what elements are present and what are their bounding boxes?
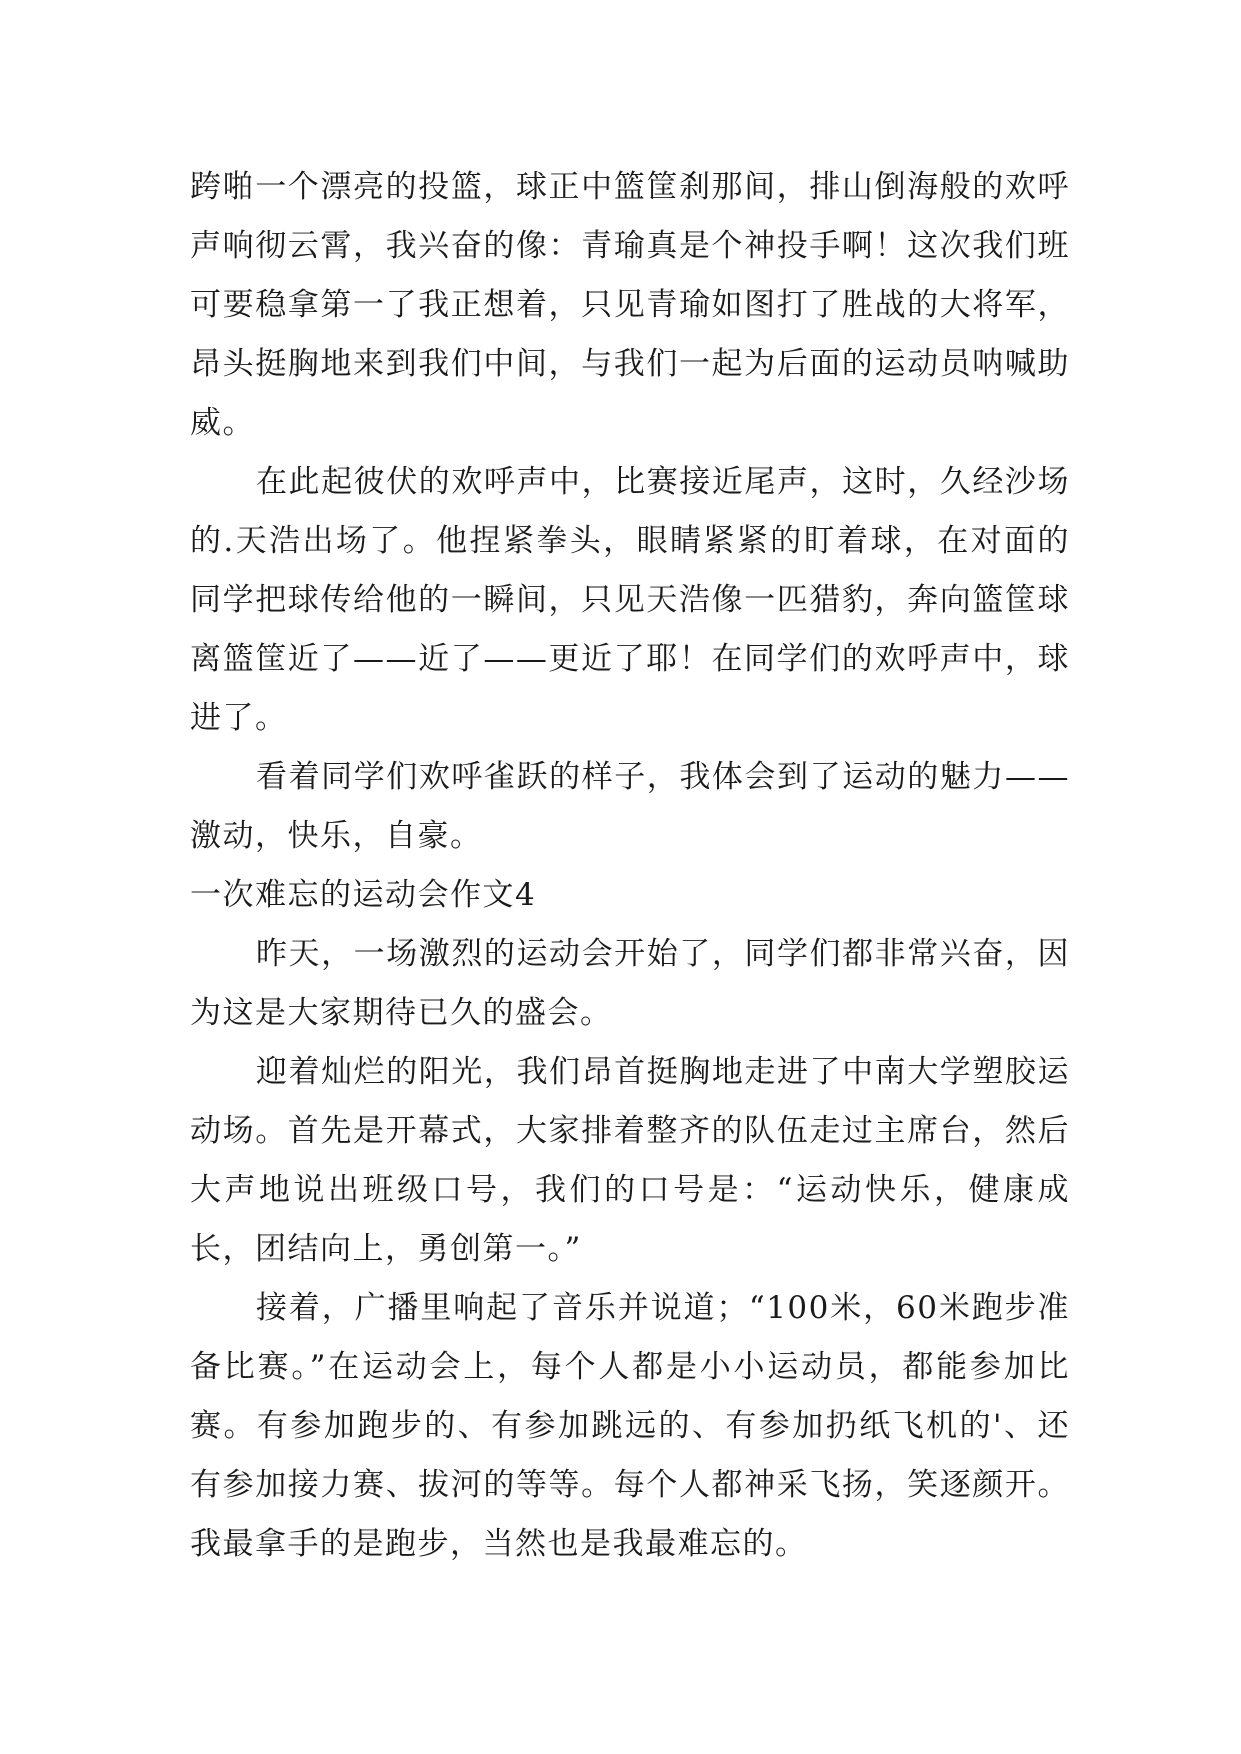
document-body: [190, 158, 1070, 1574]
paragraph: 接着，广播里响起了音乐并说道；“100米，60米跑步准备比赛。”在运动会上，每个人都是小小运动员，都能参加比赛。有参加跑步的、有参加跳远的、有参加扔纸飞机的'、还有参加接力赛、拔河的等等。每个人都神采飞扬，笑逐颜开。我最拿手的是跑步，当然也是我最难忘的。: [190, 1290, 1070, 1562]
paragraph: 在此起彼伏的欢呼声中，比赛接近尾声，这时，久经沙场的.天浩出场了。他捏紧拳头，眼睛紧紧的盯着球，在对面的同学把球传给他的一瞬间，只见天浩像一匹猎豹，奔向篮筐球离篮筐近了——近了——更近了耶！在同学们的欢呼声中，球进了。: [190, 464, 1070, 736]
section-heading: 一次难忘的运动会作文4: [190, 877, 537, 913]
paragraph: 昨天，一场激烈的运动会开始了，同学们都非常兴奋，因为这是大家期待已久的盛会。: [190, 936, 1070, 1031]
paragraph: 看着同学们欢呼雀跃的样子，我体会到了运动的魅力——激动，快乐，自豪。: [190, 759, 1070, 854]
paragraph: 迎着灿烂的阳光，我们昂首挺胸地走进了中南大学塑胶运动场。首先是开幕式，大家排着整齐的队伍走过主席台，然后大声地说出班级口号，我们的口号是：“运动快乐，健康成长，团结向上，勇创第一。”: [190, 1054, 1070, 1267]
paragraph-continuation: 跨啪一个漂亮的投篮，球正中篮筐刹那间，排山倒海般的欢呼声响彻云霄，我兴奋的像：青瑜真是个神投手啊！这次我们班可要稳拿第一了我正想着，只见青瑜如图打了胜战的大将军，昂头挺胸地来到我们中间，与我们一起为后面的运动员呐喊助威。: [190, 169, 1070, 441]
